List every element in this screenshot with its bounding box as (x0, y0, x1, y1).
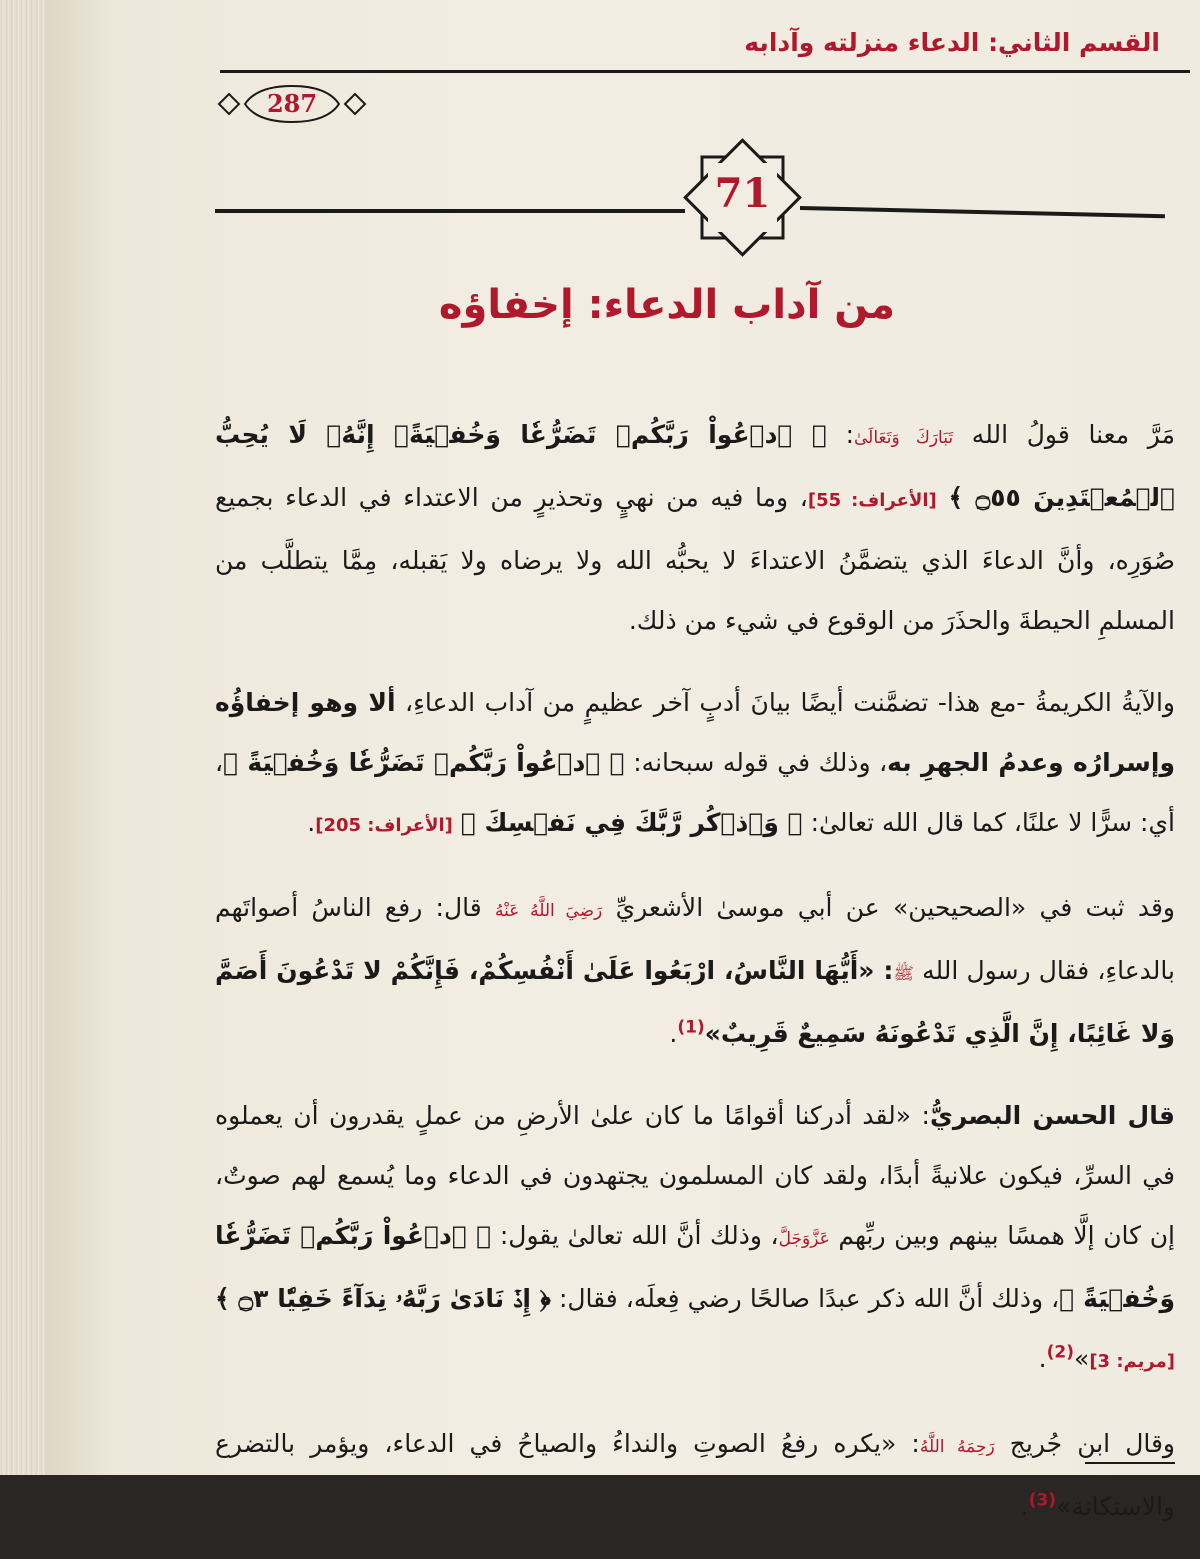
p2-quran-verse-2: ﴿ وَٱذۡكُر رَّبَّكَ فِي نَفۡسِكَ ﴾ (460, 808, 803, 837)
p3-part2: قال: رفع الناسُ أصواتَهم بالدعاءِ، فقال رسول الله (215, 893, 1175, 985)
body-text (215, 405, 1175, 1559)
chapter-title: من آداب الدعاء: إخفاؤه (438, 282, 895, 328)
footnote-marker-3[interactable]: (3) (1028, 1490, 1057, 1511)
header-rule (220, 70, 1190, 73)
paragraph-3 (215, 878, 1175, 1064)
book-page (45, 0, 1200, 1521)
p5-end: . (1020, 1492, 1029, 1521)
p3-honorific: رَضِيَ اللَّهُ عَنْهُ (494, 901, 603, 921)
page-number: 287 (266, 89, 318, 118)
p4-close: » (1074, 1344, 1090, 1373)
running-head-title: القسم الثاني: الدعاء منزلته وآدابه (744, 28, 1160, 57)
p1-intro: مَرَّ معنا قولُ الله (971, 420, 1175, 449)
p4-quran-verse-1: ﴿ ٱدۡعُواْ رَبَّكُمۡ تَضَرُّعٗا وَخُفۡيَةً ﴾ (215, 1221, 1175, 1313)
chapter-rule-right (800, 206, 1165, 218)
p4-quran-verse-2: ﴿ إِذۡ نَادَىٰ رَبَّهُۥ نِدَآءً خَفِيّٗا ۝٣ ﴾ (215, 1284, 551, 1313)
p2-bold-phrase: ألا وهو إخفاؤُه وإسرارُه وعدمُ الجهرِ به (215, 688, 1176, 777)
p3-hadith: : «أَيُّهَا النَّاسُ، ارْبَعُوا عَلَىٰ أَنْفُسِكُمْ، فَإِنَّكُمْ لا تَدْعُونَ أَصَمَّ وَلا غَائِبًا، إِنَّ الَّذِي تَدْعُونَهُ سَمِيعٌ قَرِيبٌ» (215, 956, 1175, 1048)
paragraph-2 (215, 673, 1175, 856)
p1-verse-reference: [الأعراف: 55] (807, 490, 937, 511)
chapter-rule-left (215, 209, 685, 213)
p4-part2: ، وذلك أنَّ الله تعالىٰ يقول: (499, 1221, 779, 1250)
footnote-marker-2[interactable]: (2) (1046, 1342, 1075, 1363)
p4-honorific: عَزَّوَجَلَّ (778, 1229, 830, 1249)
p5-part2: : «يكره رفعُ الصوتِ والنداءُ والصياحُ في الدعاء، ويؤمر بالتضرع والاستكانة» (215, 1429, 1175, 1521)
p2-part1: والآيةُ الكريمةُ -مع هذا- تضمَّنت أيضًا بيانَ أدبٍ آخر عظيمٍ من آداب الدعاءِ، (405, 688, 1176, 717)
p4-end: . (1038, 1344, 1047, 1373)
p1-colon: : (845, 420, 854, 449)
p1-quran-verse: ﴿ ٱدۡعُواْ رَبَّكُمۡ تَضَرُّعٗا وَخُفۡيَةًۚ إِنَّهُۥ لَا يُحِبُّ ٱلۡمُعۡتَدِينَ ۝٥٥ ﴾ (215, 420, 1175, 512)
paragraph-1 (215, 405, 1175, 651)
p4-verse-reference: [مريم: 3] (1089, 1351, 1175, 1372)
chapter-number: 71 (714, 170, 771, 217)
p3-end: . (669, 1019, 678, 1048)
p2-part2: ، وذلك في قوله سبحانه: (633, 748, 888, 777)
p5-honorific: رَحِمَهُ اللَّهُ (919, 1437, 995, 1457)
p1-rest: ، وما فيه من نهيٍ وتحذيرٍ من الاعتداء في الدعاء بجميع صُوَرِه، وأنَّ الدعاءَ الذي يتضمَّنُ الاعتداءَ لا يحبُّه الله ولا يرضاه ولا يَقبله، مِمَّا يتطلَّب من المسلمِ الحيطةَ والحذَرَ من الوقوع في شيء من ذلك. (215, 483, 1175, 635)
p4-part1: : «لقد أدركنا أقوامًا ما كان علىٰ الأرضِ من عملٍ يقدرون أن يعملوه في السرِّ، فيكون علانيةً أبدًا، ولقد كان المسلمون يجتهدون في الدعاء وما يُسمع لهم صوتٌ، إن كان إلَّا همسًا بينهم وبين ربِّهم (215, 1101, 1175, 1250)
p3-part1: وقد ثبت في «الصحيحين» عن أبي موسىٰ الأشعريِّ (615, 893, 1176, 922)
paragraph-4 (215, 1086, 1175, 1392)
p4-part3: ، وذلك أنَّ الله ذكر عبدًا صالحًا رضي فِعلَه، فقال: (558, 1284, 1060, 1313)
p2-quran-verse-1: ﴿ ٱدۡعُواْ رَبَّكُمۡ تَضَرُّعٗا وَخُفۡيَةً ﴾ (223, 748, 625, 777)
p2-end: . (307, 808, 316, 837)
p2-part3: ، أي: سرًّا لا علنًا، كما قال الله تعالىٰ: (215, 748, 1175, 837)
p4-speaker: قال الحسن البصريُّ (929, 1101, 1176, 1130)
footnote-marker-1[interactable]: (1) (677, 1017, 705, 1038)
footnote-rule (1085, 1462, 1175, 1464)
p2-verse-reference: [الأعراف: 205] (315, 815, 453, 836)
p3-salutation: ﷺ (893, 964, 914, 984)
p1-honorific: تَبَارَكَ وَتَعَالَىٰ (854, 428, 954, 448)
paragraph-5 (215, 1414, 1175, 1537)
p5-part1: وقال ابن جُريج (1009, 1429, 1176, 1458)
